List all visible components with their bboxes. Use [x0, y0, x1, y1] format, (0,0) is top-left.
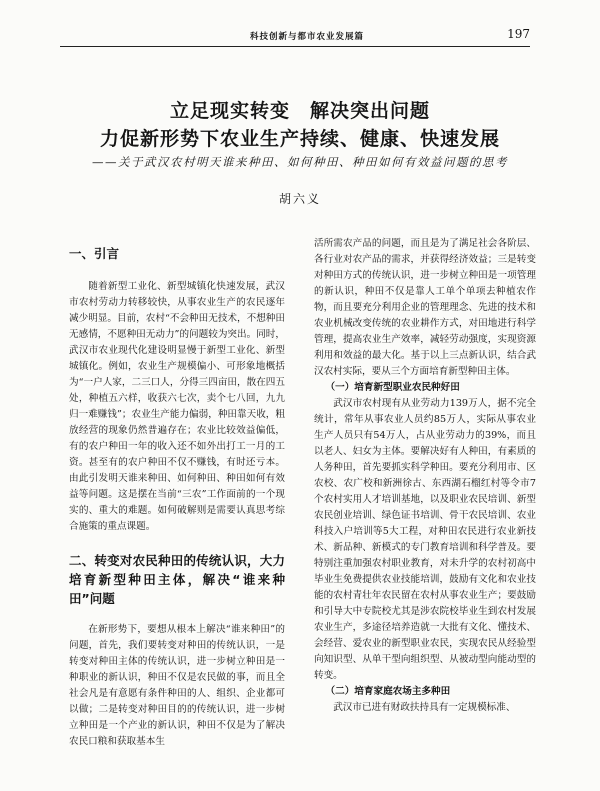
article-title-line-1: 立足现实转变 解决突出问题	[169, 100, 430, 122]
subsection-1-paragraph: 武汉市农村现有从业劳动力139万人，据不完全统计，常年从事农业人员约85万人，实际从事农业生产人员只有54万人，占从业劳动力的39%，而且以老人、妇女为主体。要解决好有人种田，有素质的人务种田，首先要抓实科学种田。要充分利用市、区农校、农广校和新洲徐古、东西湖石榴红村等令市7个农村实用人才培训基地，以及职业农民培训、新型农民创业培训、绿色证书培训、骨干农民培训、农业科技入户培训等5大工程，对种田农民进行农业新技术、新品种、新模式的专门教育培训和科学普及。要特别注重加强农村职业教育，对未升学的农村初高中毕业生免费提供农业技能培训，鼓励有文化和农业技能的农村青壮年农民留在农村从事农业生产；要鼓励和引导大中专院校尤其是涉农院校毕业生到农村发展农业生产，多途径培养造就一大批有文化、懂技术、会经营、爱农业的新型职业农民，实现农民从经验型向知识型、从单干型向组织型、从被动型向能动型的转变。	[314, 398, 536, 681]
section-2-heading: 二、转变对农民种田的传统认识，大力培育新型种田主体，解决“谁来种田”问题	[69, 553, 285, 606]
subsection-2-heading: （二）培育家庭农场主多种田	[325, 686, 451, 697]
subsection-2-paragraph: 武汉市已进有财政扶持具有一定规模标准、	[333, 702, 516, 713]
running-title: 科技创新与都市农业发展篇	[250, 32, 365, 42]
running-header	[60, 26, 530, 47]
page-number: 197	[507, 27, 530, 41]
continued-paragraph: 活所需农产品的问题，而且是为了满足社会各阶层、各行业对农产品的需求，并获得经济效益；三是转变对种田方式的传统认识，进一步树立种田是一项管理的新认识，种田不仅是靠人工单个单项去种植农作物，而且要充分利用企业的管理理念、先进的技术和农业机械改变传统的农业耕作方式，对田地进行科学管理，提高农业生产效率，减轻劳动强度，实现资源利用和效益的最大化。基于以上三点新认识，结合武汉农村实际，要从三个方面培育新型种田主体。	[314, 238, 536, 377]
author-name: 胡六义	[278, 192, 321, 206]
section-1-heading: 一、引言	[69, 246, 120, 261]
section-2-paragraph: 在新形势下，要想从根本上解决“谁来种田”的问题，首先，我们要转变对种田的传统认识，一是转变对种田主体的传统认识，进一步树立种田是一种职业的新认识，种田不仅是农民做的事，而且全社会凡是有意愿有条件种田的人、组织、企业都可以做；二是转变对种田目的的传统认识，进一步树立种田是一个产业的新认识，种田不仅是为了解决农民口粮和获取基本生	[69, 624, 285, 747]
article-title-line-2: 力促新形势下农业生产持续、健康、快速发展	[99, 128, 500, 150]
article-subtitle: ——关于武汉农村明天谁来种田、如何种田、种田如何有效益问题的思考	[92, 155, 508, 169]
subsection-1-heading: （一）培育新型职业农民种好田	[325, 382, 460, 393]
right-column	[314, 236, 536, 716]
left-column	[69, 236, 285, 750]
section-1-paragraph: 随着新型工业化、新型城镇化快速发展，武汉市农村劳动力转移较快，从事农业生产的农民逐年减少明显。目前，农村“不会种田无技术，不想种田无感情，不愿种田无动力”的问题较为突出。同时，武汉市农业现代化建设明显慢于新型工业化、新型城镇化。例如，农业生产规模偏小、可形象地概括为“一户人家，二三口人，分得三四亩田，散在四五处，种植五六样，收获六七次，卖个七八回，九九归一难赚钱”；农业生产能力偏弱，种田靠天收，粗放经营的现象仍然普遍存在；农业比较效益偏低，有的农户种田一年的收入还不如外出打工一月的工资。甚至有的农户种田不仅不赚钱，有时还亏本。由此引发明天谁来种田、如何种田、种田如何有效益等问题。这是摆在当前“三农”工作面前的一个现实的、重大的难题。如何破解则是需要认真思考综合施策的重点课题。	[69, 281, 285, 532]
